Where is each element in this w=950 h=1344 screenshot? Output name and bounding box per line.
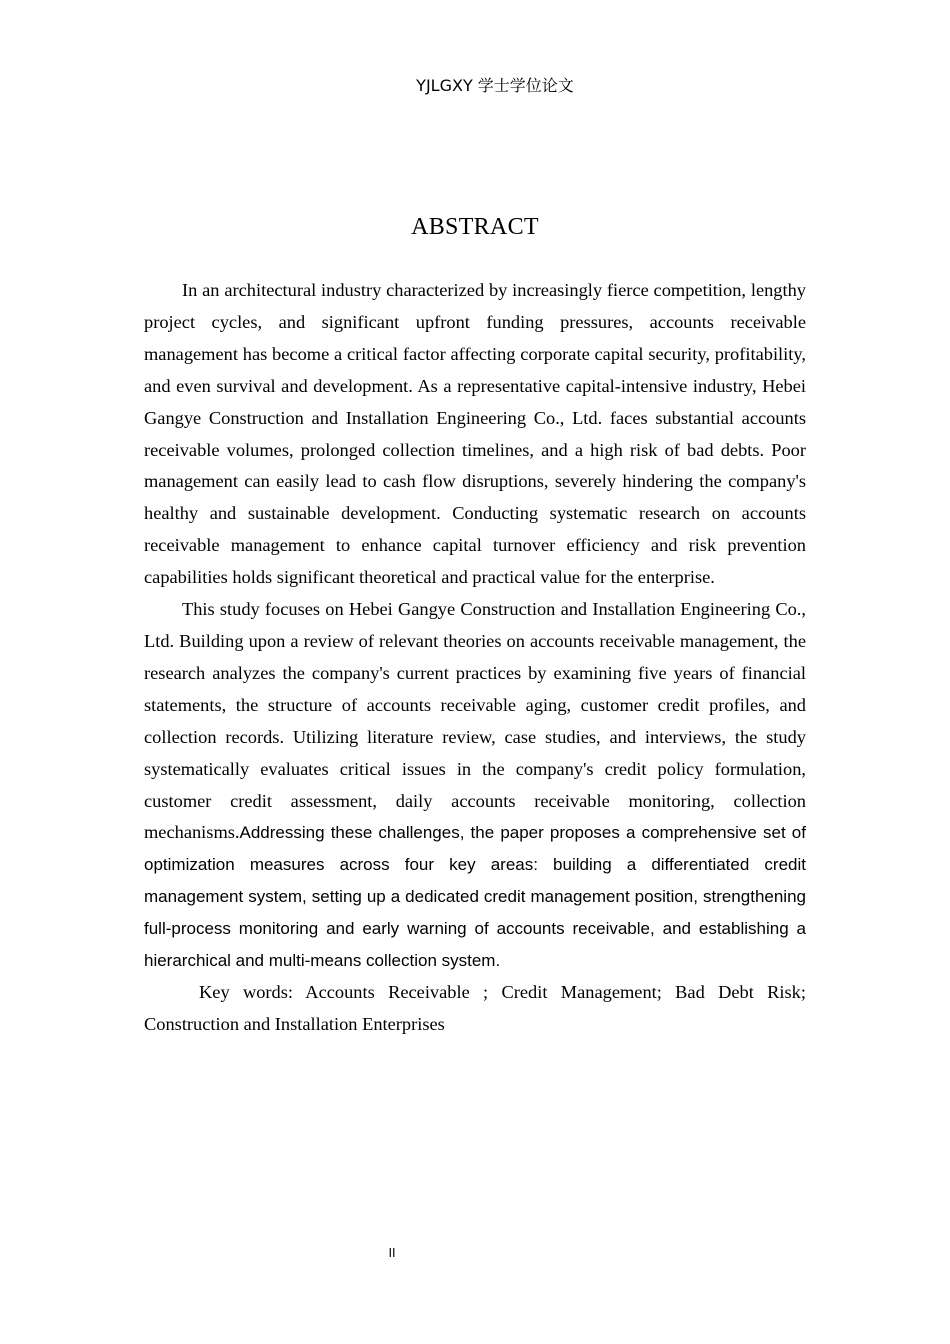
keywords-text: Accounts Receivable ; Credit Management; Bad Debt Risk; Construction and Installation Enterprises [144, 981, 806, 1034]
abstract-body [144, 275, 806, 1041]
page-number: II [388, 1246, 396, 1260]
keywords-line [144, 977, 806, 1041]
abstract-title: ABSTRACT [411, 214, 539, 240]
running-header: YJLGXY 学士学位论文 [416, 76, 574, 95]
abstract-paragraph-1: In an architectural industry characterized by increasingly fierce competition, lengthy project cycles, and significant upfront funding pressures, accounts receivable management has become a critical factor affecting corporate capital security, profitability, and even survival and development. As a representative capital-intensive industry, Hebei Gangye Construction and Installation Engineering Co., Ltd. faces substantial accounts receivable volumes, prolonged collection timelines, and a high risk of bad debts. Poor management can easily lead to cash flow disruptions, severely hindering the company's healthy and sustainable development. Conducting systematic research on accounts receivable management to enhance capital turnover efficiency and risk prevention capabilities holds significant theoretical and practical value for the enterprise. [144, 280, 806, 588]
abstract-paragraph-2-text: This study focuses on Hebei Gangye Construction and Installation Engineering Co., Ltd. Building upon a review of relevant theories on accounts receivable management, the research analyzes the company's current practices by examining five years of financial statements, the structure of accounts receivable aging, customer credit profiles, and collection records. Utilizing literature review, case studies, and interviews, the study systematically evaluates critical issues in the company's credit policy formulation, customer credit assessment, daily accounts receivable monitoring, collection mechanisms. [144, 599, 806, 843]
abstract-paragraph-2 [144, 594, 806, 977]
abstract-paragraph-2-continuation: Addressing these challenges, the paper proposes a comprehensive set of optimization measures across four key areas: building a differentiated credit management system, setting up a dedicated credit management position, strengthening full-process monitoring and early warning of accounts receivable, and establishing a hierarchical and multi-means collection system. [144, 823, 806, 971]
keywords-label: Key words: [199, 981, 294, 1002]
